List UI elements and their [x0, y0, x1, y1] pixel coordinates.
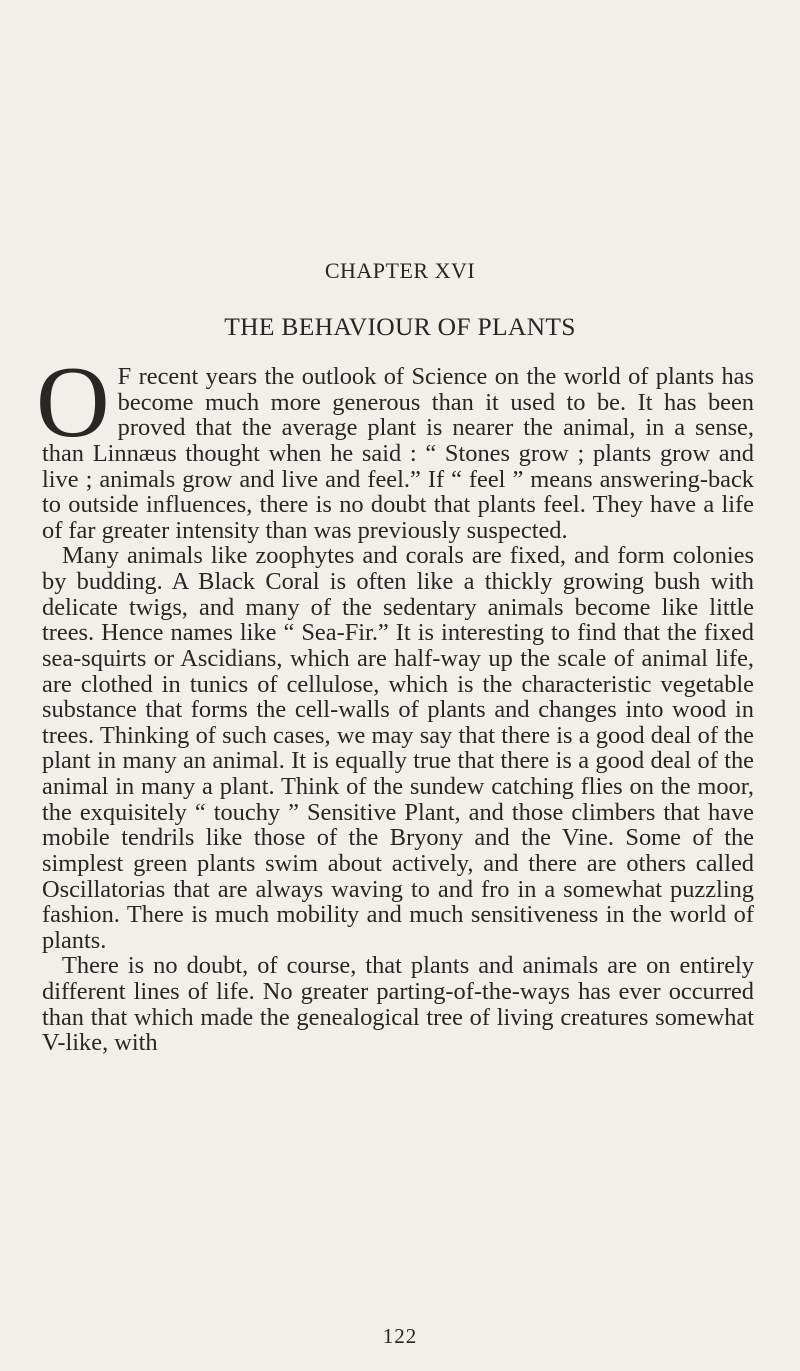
- page-number: 122: [382, 1324, 418, 1348]
- paragraph-1-text: F recent years the outlook of Science on the world of plants has become much more generous than it used to be. It has been proved that the average plant is nearer the animal, in a sense, than Linnæus thought when he said : “ Stones grow ; plants grow and live ; animals grow and live and feel.” If “ feel ” means answering-back to outside influences, there is no doubt that plants feel. They have a life of far greater intensity than was previously suspected.: [42, 363, 754, 544]
- body-text: [36, 346, 754, 1057]
- paragraph-1: [36, 346, 754, 544]
- chapter-title: THE BEHAVIOUR OF PLANTS: [224, 312, 576, 341]
- paragraph-3: There is no doubt, of course, that plants and animals are on entirely different lines of life. No greater parting-of-the-ways has ever occurred than that which made the genealogical tree of living creatures somewhat V-like, with: [42, 952, 754, 1057]
- chapter-number: CHAPTER XVI: [324, 258, 476, 283]
- drop-cap: O: [36, 346, 110, 459]
- paragraph-2: Many animals like zoophytes and corals are fixed, and form colonies by budding. A Black Coral is often like a thickly growing bush with delicate twigs, and many of the sedentary animals become like little trees. Hence names like “ Sea-Fir.” It is interesting to find that the fixed sea-squirts or Ascidians, which are half-way up the scale of animal life, are clothed in tunics of cellulose, which is the characteristic vegetable substance that forms the cell-walls of plants and changes into wood in trees. Thinking of such cases, we may say that there is a good deal of the plant in many an animal. It is equally true that there is a good deal of the animal in many a plant. Think of the sundew catching flies on the moor, the exquisitely “ touchy ” Sensitive Plant, and those climbers that have mobile tendrils like those of the Bryony and the Vine. Some of the simplest green plants swim about actively, and there are others called Oscillatorias that are always waving to and fro in a somewhat puzzling fashion. There is much mobility and much sensitiveness in the world of plants.: [42, 542, 754, 954]
